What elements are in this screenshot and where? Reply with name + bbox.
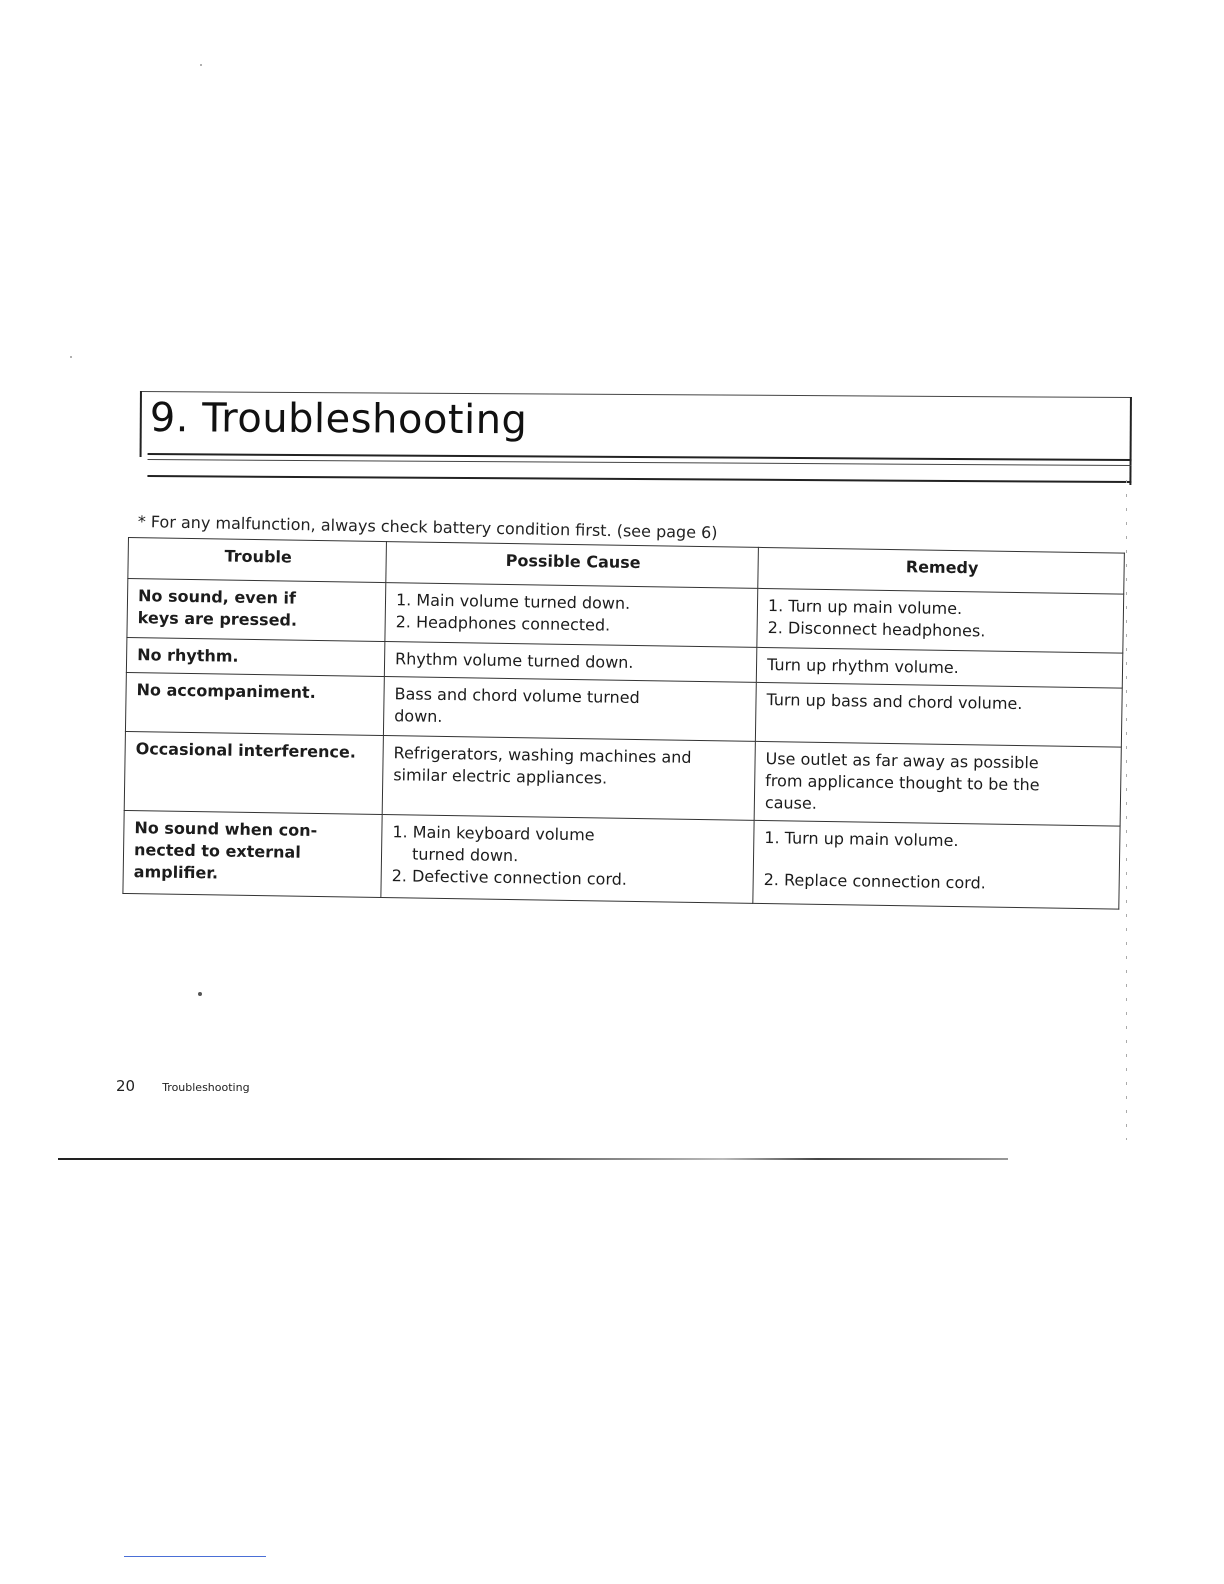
scan-speck xyxy=(198,992,202,996)
trouble-cell xyxy=(126,637,385,676)
section-header xyxy=(139,385,1132,487)
trouble-line: nected to external xyxy=(133,840,301,862)
cause-line: 1. Main volume turned down. xyxy=(395,590,631,613)
cause-line: 1. Main keyboard volume xyxy=(392,822,595,845)
battery-note: * For any malfunction, always check battery condition first. (see page 6) xyxy=(137,512,718,543)
header-possible-cause: Possible Cause xyxy=(386,542,759,589)
table-row xyxy=(123,810,1120,909)
remedy-cell xyxy=(753,820,1120,909)
trouble-line: No sound when con- xyxy=(134,818,318,841)
cause-cell xyxy=(384,642,757,683)
trouble-line: Occasional interference. xyxy=(135,739,357,762)
cause-line: Rhythm volume turned down. xyxy=(394,649,634,672)
cause-line: 2. Defective connection cord. xyxy=(391,866,628,889)
header-trouble: Trouble xyxy=(128,538,387,583)
scan-edge-marks xyxy=(1126,480,1127,1140)
footer-section-label: Troubleshooting xyxy=(162,1081,250,1094)
header-remedy: Remedy xyxy=(758,547,1125,594)
cause-line: similar electric appliances. xyxy=(393,765,608,788)
cause-line: Bass and chord volume turned xyxy=(394,684,640,708)
trouble-line: No accompaniment. xyxy=(136,680,316,702)
cause-line: Refrigerators, washing machines and xyxy=(393,743,692,767)
remedy-line: from applicance thought to be the xyxy=(765,771,1040,795)
footer-rule xyxy=(58,1158,1008,1160)
trouble-cell xyxy=(127,579,386,642)
remedy-cell xyxy=(757,588,1124,653)
trouble-line: No sound, even if xyxy=(137,586,297,608)
cause-line: down. xyxy=(394,706,443,726)
cause-cell xyxy=(385,583,758,648)
header-left-bar xyxy=(140,391,142,457)
trouble-line: No rhythm. xyxy=(137,645,239,666)
cause-cell xyxy=(382,736,755,821)
cause-line: 2. Headphones connected. xyxy=(395,612,611,635)
troubleshooting-table xyxy=(122,537,1124,910)
header-underline xyxy=(147,475,1131,483)
bottom-edge-line xyxy=(124,1556,266,1557)
page-number: 20 xyxy=(116,1077,136,1095)
scan-speck xyxy=(200,64,202,66)
cause-cell xyxy=(383,677,756,742)
trouble-cell xyxy=(124,731,383,814)
remedy-line: Turn up bass and chord volume. xyxy=(766,690,1023,714)
remedy-cell xyxy=(756,647,1123,688)
cause-line: turned down. xyxy=(411,844,519,866)
trouble-line: keys are pressed. xyxy=(137,608,298,630)
trouble-line: amplifier. xyxy=(133,862,219,883)
trouble-cell xyxy=(125,672,384,735)
remedy-line: cause. xyxy=(764,793,818,813)
trouble-cell xyxy=(123,810,382,897)
section-title: 9. Troubleshooting xyxy=(149,395,528,444)
remedy-line: 2. Disconnect headphones. xyxy=(767,618,986,641)
troubleshooting-table-wrap xyxy=(122,537,1123,910)
remedy-line: 1. Turn up main volume. xyxy=(764,828,959,851)
remedy-cell xyxy=(754,741,1121,826)
remedy-line: 2. Replace connection cord. xyxy=(763,870,986,893)
scan-speck xyxy=(70,356,72,358)
cause-cell xyxy=(381,815,754,904)
page-footer xyxy=(116,1076,250,1095)
remedy-line: Turn up rhythm volume. xyxy=(766,655,959,678)
header-right-bar xyxy=(1129,397,1132,485)
remedy-line: 1. Turn up main volume. xyxy=(767,596,963,619)
remedy-cell xyxy=(755,682,1122,747)
remedy-line: Use outlet as far away as possible xyxy=(765,749,1039,773)
